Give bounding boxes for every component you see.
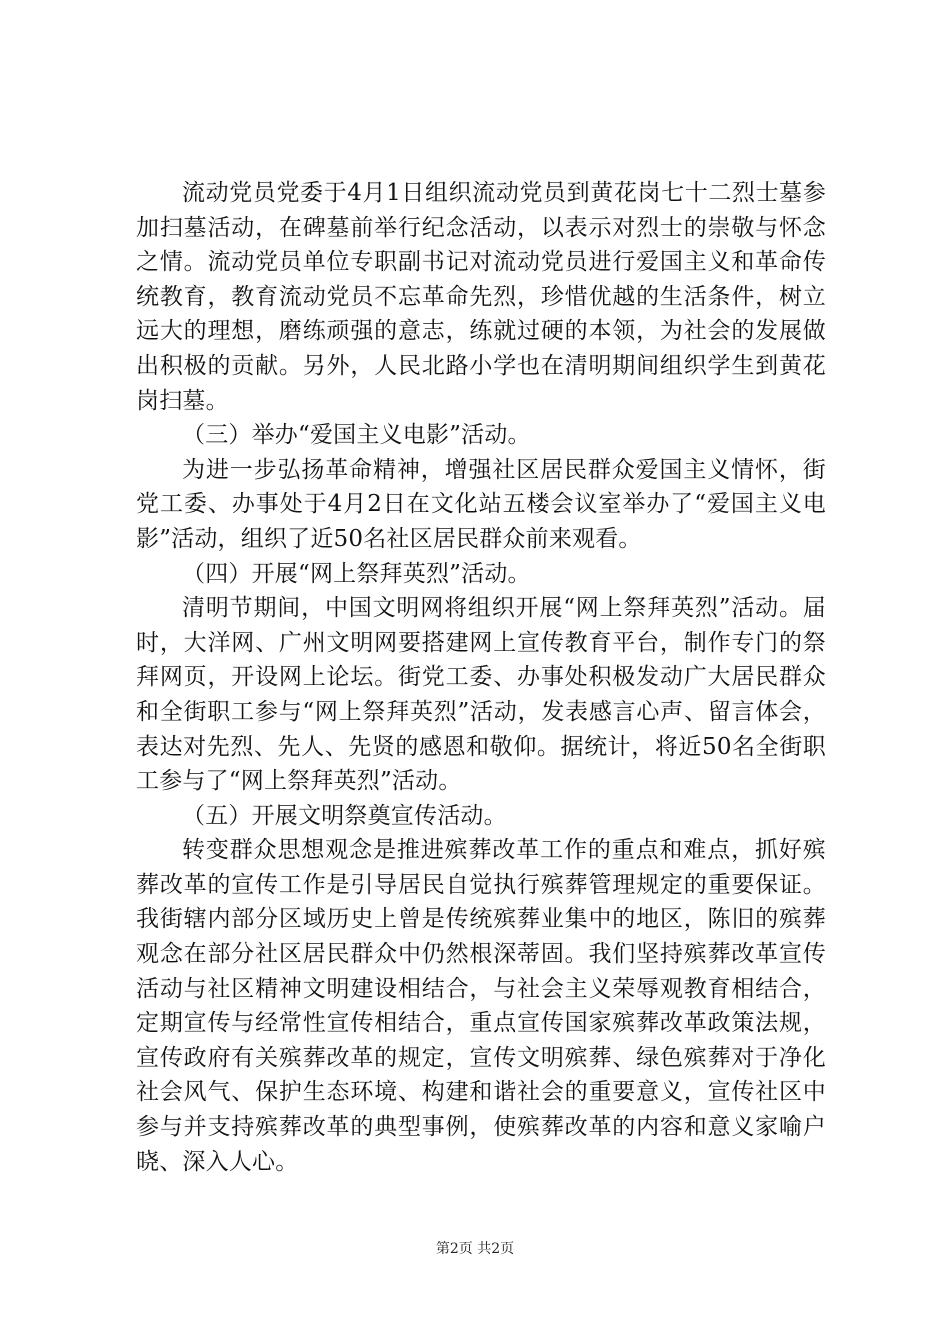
section-heading-patriotic-film: （三）举办“爱国主义电影”活动。 — [182, 422, 531, 449]
paragraph-online-tribute: 清明节期间，中国文明网将组织开展“网上祭拜英烈”活动。届时，大洋网、广州文明网要搭建网上宣传教育平台，制作专门的祭拜网页，开设网上论坛。街党工委、办事处积极发动广大居民群众和全街职工参与“网上祭拜英烈”活动，发表感言心声、留言体会，表达对先烈、先人、先贤的感恩和敬仰。据统计，将近50名全街职工参与了“网上祭拜英烈”活动。 — [136, 595, 826, 795]
paragraph-funeral-reform: 转变群众思想观念是推进殡葬改革工作的重点和难点，抓好殡葬改革的宣传工作是引导居民自觉执行殡葬管理规定的重要保证。我街辖内部分区域历史上曾是传统殡葬业集中的地区，陈旧的殡葬观念在部分社区居民群众中仍然根深蒂固。我们坚持殡葬改革宣传活动与社区精神文明建设相结合，与社会主义荣辱观教育相结合，定期宣传与经常性宣传相结合，重点宣传国家殡葬改革政策法规，宣传政府有关殡葬改革的规定，宣传文明殡葬、绿色殡葬对于净化社会风气、保护生态环境、构建和谐社会的重要意义，宣传社区中参与并支持殡葬改革的典型事例，使殡葬改革的内容和意义家喻户晓、深入人心。 — [136, 837, 826, 1175]
page-number-footer: 第2页 共2页 — [435, 1241, 515, 1257]
section-heading-online-tribute: （四）开展“网上祭拜英烈”活动。 — [182, 560, 531, 587]
section-heading-civilized-memorial: （五）开展文明祭奠宣传活动。 — [182, 802, 507, 829]
paragraph-patriotic-film: 为进一步弘扬革命精神，增强社区居民群众爱国主义情怀，街党工委、办事处于4月2日在文化站五楼会议室举办了“爱国主义电影”活动，组织了近50名社区居民群众前来观看。 — [136, 456, 826, 552]
paragraph-memorial-visit: 流动党员党委于4月1日组织流动党员到黄花岗七十二烈士墓参加扫墓活动，在碑墓前举行纪念活动，以表示对烈士的崇敬与怀念之情。流动党员单位专职副书记对流动党员进行爱国主义和革命传统教育，教育流动党员不忘革命先烈，珍惜优越的生活条件，树立远大的理想，磨练顽强的意志，练就过硬的本领，为社会的发展做出积极的贡献。另外，人民北路小学也在清明期间组织学生到黄花岗扫墓。 — [136, 180, 826, 414]
document-body — [136, 176, 826, 1179]
